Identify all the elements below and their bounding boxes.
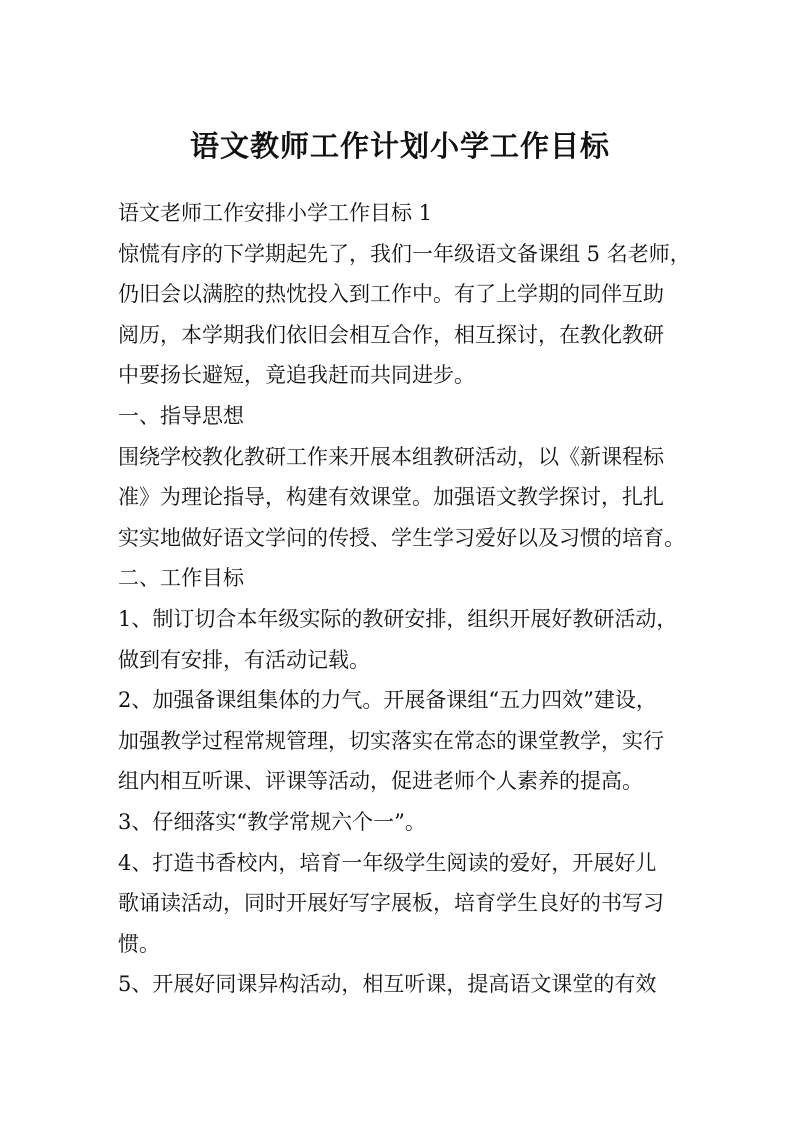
- text-line: 实实地做好语文学问的传授、学生学习爱好以及习惯的培育。: [118, 525, 685, 550]
- text-line: 歌诵读活动，同时开展好写字展板，培育学生良好的书写习: [118, 891, 664, 916]
- text-line: 围绕学校教化教研工作来开展本组教研活动，以《新课程标: [118, 444, 664, 469]
- document-body: [118, 193, 693, 1005]
- text-line: 中要扬长避短，竟追我赶而共同进步。: [118, 363, 475, 388]
- text-line: 语文老师工作安排小学工作目标 1: [118, 201, 433, 225]
- text-line: 惊慌有序的下学期起先了，我们一年级语文备课组 5 名老师，: [118, 241, 691, 266]
- document-title: 语文教师工作计划小学工作目标: [189, 129, 610, 163]
- text-line: 4、打造书香校内，培育一年级学生阅读的爱好，开展好儿: [118, 850, 657, 875]
- text-line: 一、指导思想: [118, 403, 244, 428]
- text-line: 5、开展好同课异构活动，相互听课，提高语文课堂的有效: [118, 972, 657, 997]
- text-line: 3、仔细落实“教学常规六个一”。: [118, 809, 426, 834]
- text-line: 1、制订切合本年级实际的教研安排，组织开展好教研活动，: [118, 606, 678, 631]
- text-line: 准》为理论指导，构建有效课堂。加强语文教学探讨，扎扎: [118, 485, 664, 510]
- text-line: 做到有安排，有活动记载。: [118, 647, 370, 672]
- text-line: 加强教学过程常规管理，切实落实在常态的课堂教学，实行: [118, 728, 664, 753]
- text-line: 仍旧会以满腔的热忱投入到工作中。有了上学期的同伴互助: [118, 282, 664, 307]
- text-line: 组内相互听课、评课等活动，促进老师个人素养的提高。: [118, 769, 643, 794]
- text-line: 2、加强备课组集体的力气。开展备课组“五力四效”建设，: [118, 688, 657, 713]
- text-line: 惯。: [118, 931, 160, 956]
- text-line: 二、工作目标: [118, 566, 244, 591]
- text-line: 阅历，本学期我们依旧会相互合作，相互探讨，在教化教研: [118, 322, 664, 347]
